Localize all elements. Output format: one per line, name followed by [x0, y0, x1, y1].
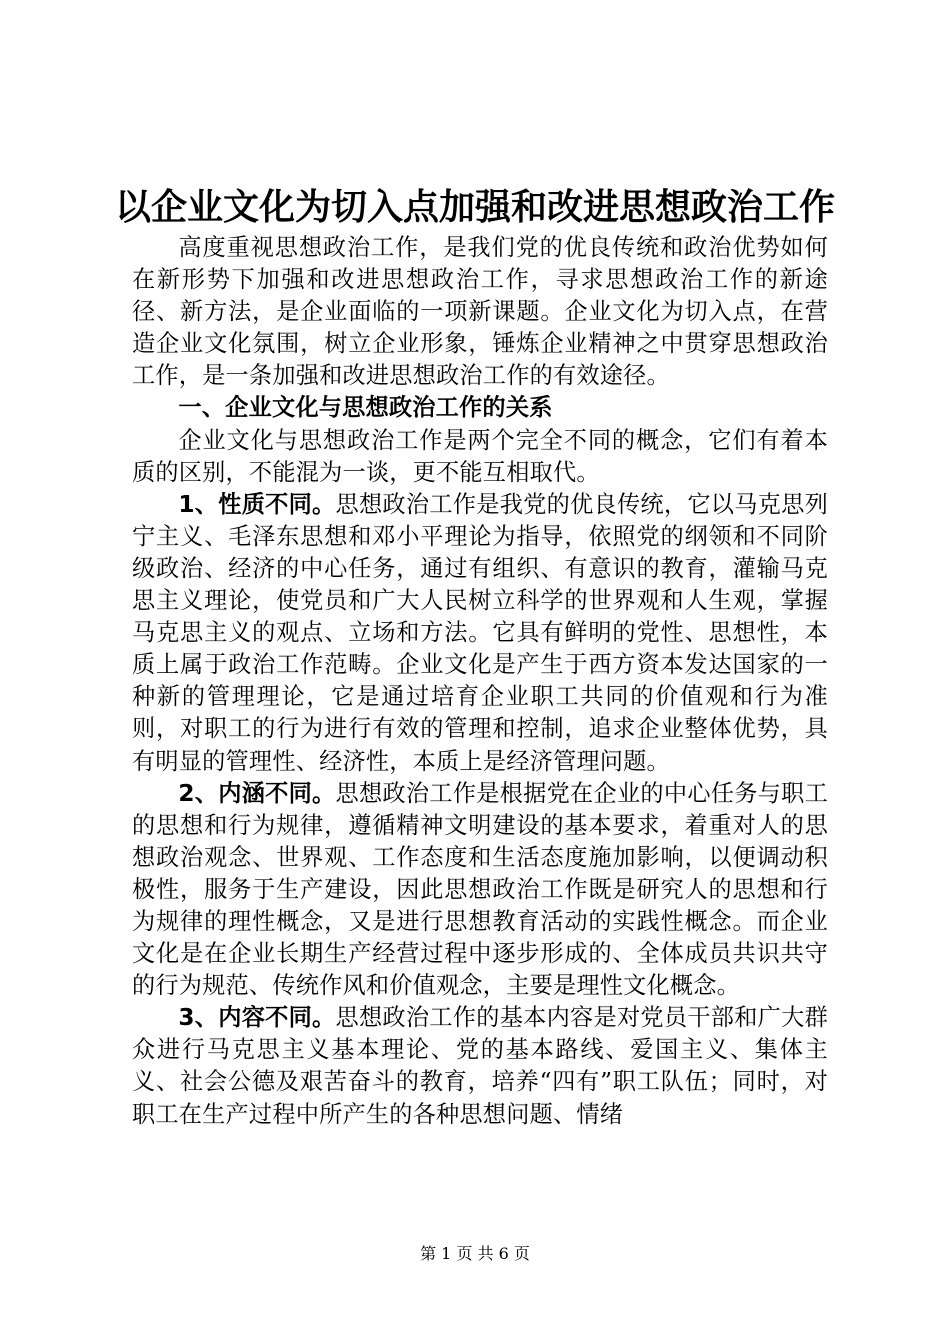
point-lead-3: 3、内容不同。: [178, 1004, 336, 1032]
document-body: [132, 232, 828, 1131]
point-text-3: 思想政治工作的基本内容是对党员干部和广大群众进行马克思主义基本理论、党的基本路线、爱国主义、集体主义、社会公德及艰苦奋斗的教育，培养“四有”职工队伍；同时，对职工在生产过程中所产生的各种思想问题、情绪: [132, 1004, 828, 1128]
document-title: 以企业文化为切入点加强和改进思想政治工作: [114, 186, 835, 228]
point-lead-2: 2、内涵不同。: [178, 779, 336, 807]
point-lead-1: 1、性质不同。: [178, 490, 336, 518]
point-text-1: 思想政治工作是我党的优良传统，它以马克思列宁主义、毛泽东思想和邓小平理论为指导，依照党的纲领和不同阶级政治、经济的中心任务，通过有组织、有意识的教育，灌输马克思主义理论，使党员和广大人民树立科学的世界观和人生观，掌握马克思主义的观点、立场和方法。它具有鲜明的党性、思想性，本质上属于政治工作范畴。企业文化是产生于西方资本发达国家的一种新的管理理论，它是通过培育企业职工共同的价值观和行为准则，对职工的行为进行有效的管理和控制，追求企业整体优势，具有明显的管理性、经济性，本质上是经济管理问题。: [132, 490, 828, 775]
page-number-footer: 第 1 页 共 6 页: [420, 1244, 530, 1263]
section-heading: 一、企业文化与思想政治工作的关系: [178, 394, 553, 422]
point-paragraph-2: [132, 778, 828, 1003]
point-text-2: 思想政治工作是根据党在企业的中心任务与职工的思想和行为规律，遵循精神文明建设的基本要求，着重对人的思想政治观念、世界观、工作态度和生活态度施加影响，以便调动积极性，服务于生产建设，因此思想政治工作既是研究人的思想和行为规律的理性概念，又是进行思想教育活动的实践性概念。而企业文化是在企业长期生产经营过程中逐步形成的、全体成员共识共守的行为规范、传统作风和价值观念，主要是理性文化概念。: [132, 779, 828, 1000]
intro-paragraph: 高度重视思想政治工作，是我们党的优良传统和政治优势如何在新形势下加强和改进思想政治工作，寻求思想政治工作的新途径、新方法，是企业面临的一项新课题。企业文化为切入点，在营造企业文化氛围，树立企业形象，锤炼企业精神之中贯穿思想政治工作，是一条加强和改进思想政治工作的有效途径。: [132, 234, 828, 390]
point-paragraph-1: [132, 489, 828, 778]
point-paragraph-3: [132, 1002, 828, 1130]
section-intro-paragraph: 企业文化与思想政治工作是两个完全不同的概念，它们有着本质的区别，不能混为一谈，更不能互相取代。: [132, 426, 828, 486]
